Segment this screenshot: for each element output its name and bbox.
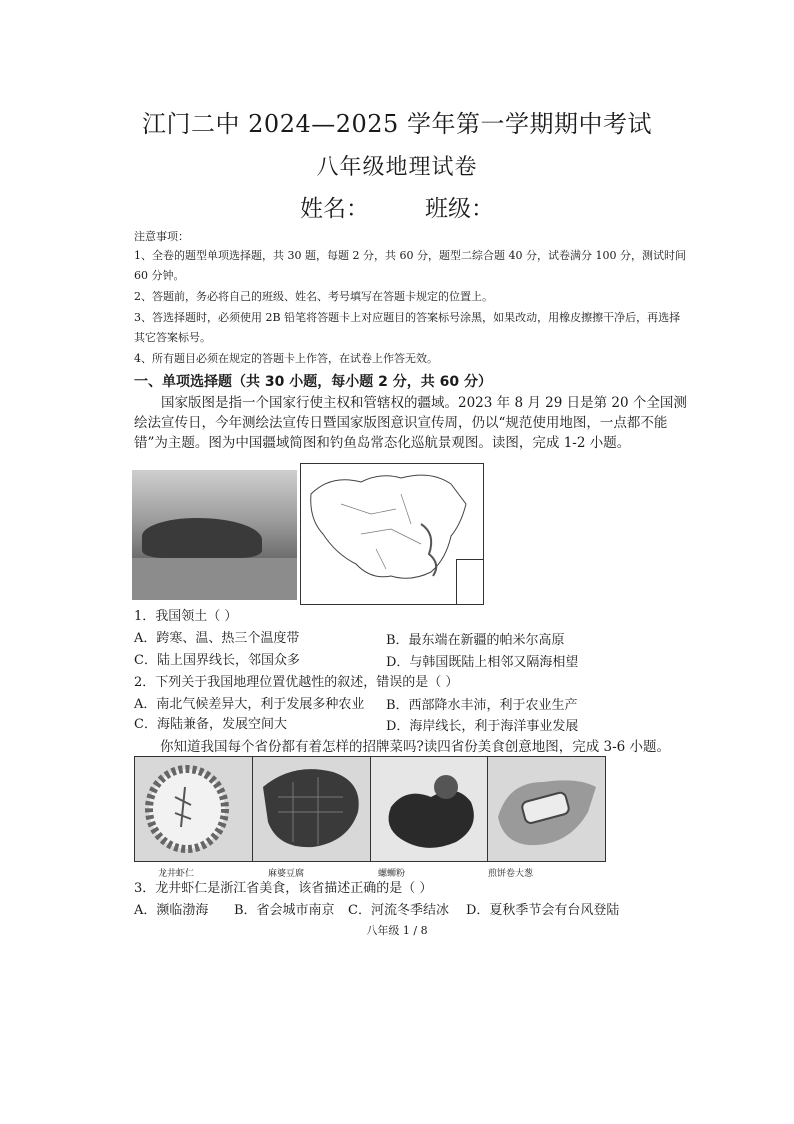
q2-option-c: C．海陆兼备，发展空间大	[134, 717, 287, 732]
island-shape	[142, 518, 262, 558]
q2-option-d: D．海岸线长，利于海洋事业发展	[386, 719, 579, 734]
q1-option-b: B．最东端在新疆的帕米尔高原	[386, 633, 565, 648]
china-territory-map	[300, 463, 484, 605]
q1-option-a: A．跨寒、温、热三个温度带	[134, 631, 300, 646]
zhejiang-food-map	[135, 757, 253, 861]
name-class-line	[0, 190, 794, 223]
diaoyu-island-photo	[132, 470, 297, 600]
guangxi-food-map	[371, 757, 489, 861]
note-item-1: 1、全卷的题型单项选择题，共 30 题，每题 2 分，共 60 分，题型二综合题 40 分，试卷满分 100 分，测试时间 60 分钟。	[134, 249, 686, 282]
name-label: 姓名：	[300, 196, 369, 222]
note-item-3: 3、答选择题时，必须使用 2B 铅笔将答题卡上对应题目的答案标号涂黑，如果改动，用橡皮擦擦干净后，再选择其它答案标号。	[134, 311, 681, 344]
question-2-stem: 2．下列关于我国地理位置优越性的叙述，错误的是（ ）	[134, 675, 459, 690]
question-1-stem: 1．我国领土（ ）	[134, 609, 238, 624]
intro-paragraph-2: 你知道我国每个省份都有着怎样的招牌菜吗?读四省份美食创意地图，完成 3-6 小题。	[160, 739, 671, 755]
note-item-2: 2、答题前，务必将自己的班级、姓名、考号填写在答题卡规定的位置上。	[134, 290, 493, 303]
intro-paragraph: 国家版图是指一个国家行使主权和管辖权的疆域。2023 年 8 月 29 日是第 20 个全国测绘法宣传日，今年测绘法宣传日暨国家版图意识宣传周，仍以“规范使用地图，一点都不能错”为主题。图为中国疆域简图和钓鱼岛常态化巡航景观图。读图，完成 1-2 小题。	[134, 395, 687, 451]
q1-option-c: C．陆上国界线长，邻国众多	[134, 653, 300, 668]
question-3-stem: 3．龙井虾仁是浙江省美食，该省描述正确的是（ ）	[134, 881, 433, 896]
note-item-4: 4、所有题目必须在规定的答题卡上作答，在试卷上作答无效。	[134, 352, 438, 365]
exam-paper-title: 八年级地理试卷	[316, 155, 478, 180]
food-map-strip	[134, 756, 606, 862]
class-label: 班级：	[425, 196, 494, 222]
south-china-sea-inset	[456, 559, 483, 604]
food-caption-1: 龙井虾仁	[158, 869, 195, 879]
q3-option-b: B．省会城市南京	[234, 903, 335, 918]
shrimp-map-icon	[135, 757, 252, 861]
shandong-food-map	[488, 757, 605, 861]
pancake-map-icon	[488, 757, 605, 861]
q3-option-c: C．河流冬季结冰	[348, 903, 449, 918]
section-heading: 一、单项选择题（共 30 小题，每小题 2 分，共 60 分）	[134, 374, 492, 390]
sea-shape	[132, 558, 297, 600]
q3-option-d: D．夏秋季节会有台风登陆	[466, 903, 620, 918]
q2-option-b: B．西部降水丰沛，利于农业生产	[386, 698, 578, 713]
page-footer: 八年级 1 / 8	[366, 924, 428, 937]
snail-noodle-map-icon	[371, 757, 488, 861]
exam-school-title: 江门二中 2024—2025 学年第一学期期中考试	[142, 110, 652, 138]
q2-option-a: A．南北气候差异大，利于发展多种农业	[134, 697, 365, 712]
q1-option-d: D．与韩国既陆上相邻又隔海相望	[386, 655, 579, 670]
food-caption-2: 麻婆豆腐	[268, 869, 305, 879]
food-caption-3: 螺蛳粉	[378, 869, 406, 879]
notes-heading: 注意事项：	[134, 230, 189, 243]
q3-option-a: A．濒临渤海	[134, 903, 209, 918]
sichuan-food-map	[253, 757, 371, 861]
tofu-map-icon	[253, 757, 370, 861]
food-caption-4: 煎饼卷大葱	[488, 869, 534, 879]
